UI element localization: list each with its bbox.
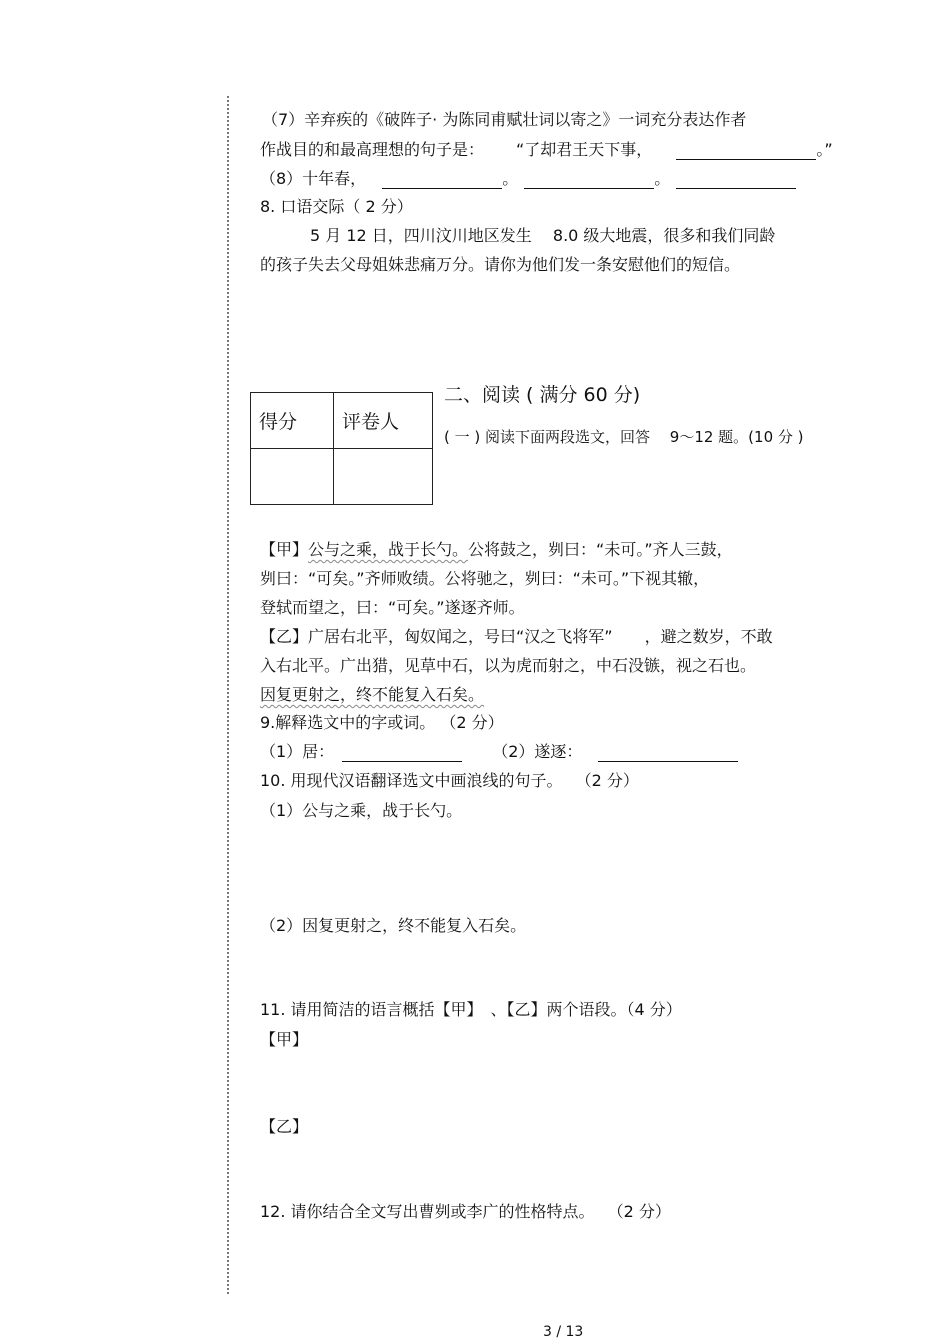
section2-subtitle: ( 一 ) 阅读下面两段选文，回答 9～12 题。(10 分 )	[444, 428, 804, 446]
binding-margin-line	[227, 96, 229, 1294]
q7-line1: （7）辛弃疾的《破阵子· 为陈同甫赋壮词以寄之》一词充分表达作者	[262, 110, 747, 129]
q9-item1-blank[interactable]	[342, 745, 462, 762]
wavy-sentence-1: 公与之乘，战于长勺。	[308, 540, 469, 559]
passage-yi-line1: 【乙】广居右北平，匈奴闻之，号曰“汉之飞将军” ，避之数岁，不敢	[260, 627, 773, 646]
poem-blank-2[interactable]	[524, 172, 654, 189]
wavy-sentence-2: 因复更射之，终不能复入石矣。	[260, 685, 485, 704]
q8-line2: 的孩子失去父母姐妹悲痛万分。请你为他们发一条安慰他们的短信。	[260, 255, 741, 274]
score-cell[interactable]	[251, 449, 334, 505]
q9-item1-label: （1）居：	[260, 742, 335, 761]
q10-title: 10. 用现代汉语翻译选文中画浪线的句子。 （2 分）	[260, 771, 639, 790]
q11-jia-label: 【甲】	[260, 1030, 309, 1049]
score-box	[250, 392, 433, 505]
q12-title: 12. 请你结合全文写出曹刿或李广的性格特点。 （2 分）	[260, 1202, 671, 1221]
passage-jia-line3: 登轼而望之，曰：“可矣。”遂逐齐师。	[260, 598, 525, 617]
passage-yi-line2: 入右北平。广出猎，见草中石，以为虎而射之，中石没镞，视之石也。	[260, 656, 757, 675]
q11-title: 11. 请用简洁的语言概括【甲】 、【乙】两个语段。（4 分）	[260, 1000, 682, 1019]
poem-prompt: （8）十年春，	[260, 169, 367, 188]
q7-line2	[260, 140, 833, 160]
q7-prompt: 作战目的和最高理想的句子是：	[260, 140, 485, 159]
section2-title: 二、阅读 ( 满分 60 分)	[444, 384, 641, 406]
passage-jia-label: 【甲】	[260, 540, 309, 559]
page-number: 3 / 13	[543, 1324, 584, 1340]
grader-cell[interactable]	[334, 449, 433, 505]
poem-blank-1[interactable]	[382, 172, 502, 189]
q11-yi-label: 【乙】	[260, 1117, 309, 1136]
q8-poem-line	[260, 169, 796, 189]
q7-quote-end: 。”	[816, 140, 833, 159]
passage-yi-line3	[260, 685, 484, 705]
poem-sep-1: 。	[502, 169, 519, 188]
grader-label: 评卷人	[334, 393, 433, 449]
passage-jia-line1-rest: 公将鼓之，刿曰：“未可。”齐人三鼓，	[468, 540, 733, 559]
q10-item2: （2）因复更射之，终不能复入石矣。	[260, 916, 527, 935]
q7-quote-start: “了却君王天下事，	[516, 140, 653, 159]
q9-item2-label: （2）遂逐：	[492, 742, 583, 761]
q8-line1: 5 月 12 日，四川汶川地区发生 8.0 级大地震，很多和我们同龄	[310, 226, 776, 245]
poem-blank-3[interactable]	[676, 172, 796, 189]
poem-sep-2: 。	[654, 169, 671, 188]
q8-title: 8. 口语交际（ 2 分）	[260, 197, 413, 216]
q9-item2-blank[interactable]	[598, 745, 738, 762]
passage-jia-line1	[260, 540, 733, 560]
q9-title: 9.解释选文中的字或词。 （2 分）	[260, 713, 504, 732]
q10-item1: （1）公与之乘，战于长勺。	[260, 801, 463, 820]
q9-items	[260, 742, 738, 762]
passage-jia-line2: 刿曰：“可矣。”齐师败绩。公将驰之，刿曰：“未可。”下视其辙，	[260, 569, 710, 588]
score-label: 得分	[251, 393, 334, 449]
q7-answer-blank[interactable]	[676, 143, 816, 160]
